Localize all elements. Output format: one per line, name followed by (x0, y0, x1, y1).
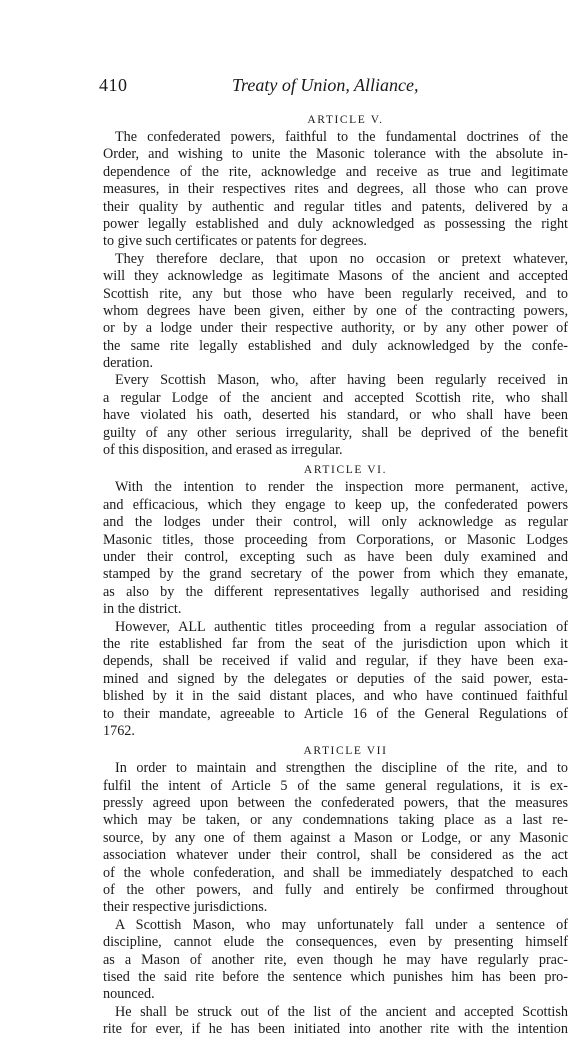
text-line: Order, and wishing to unite the Masonic tolerance with the absolute in- (103, 146, 568, 163)
text-line: depends, shall be received if valid and regular, if they have been exa- (103, 653, 568, 670)
text-line: the same rite legally established and duly acknowledged by the confe- (103, 337, 568, 354)
text-line: pressly agreed upon between the confederated powers, that the measures (103, 795, 568, 812)
text-line: will they acknowledge as legitimate Masons of the ancient and accepted (103, 268, 568, 285)
text-line: rite for ever, if he has been initiated into another rite with the intention (103, 1021, 568, 1038)
text-line: He shall be struck out of the list of the ancient and accepted Scottish (115, 1003, 568, 1020)
text-line: In order to maintain and strengthen the discipline of the rite, and to (115, 760, 568, 777)
page-number: 410 (99, 75, 128, 95)
text-line: or by a lodge under their respective authority, or by any other power of (103, 320, 568, 337)
text-line: stamped by the grand secretary of the power from which they emanate, (103, 566, 568, 583)
running-head (0, 75, 588, 101)
text-line: their quality by authentic and regular titles and patents, delivered by a (103, 198, 568, 215)
text-line: association whatever under their control, shall be considered as the act (103, 847, 568, 864)
text-line: deration. (103, 355, 154, 372)
text-line: of the other powers, and fully and entirely be confirmed throughout (103, 882, 568, 899)
text-line: as also by the different representatives legally authorised and residing (103, 583, 568, 600)
text-line: They therefore declare, that upon no occasion or pretext whatever, (115, 250, 568, 267)
text-line: fulfil the intent of Article 5 of the same general regulations, it is ex- (103, 777, 568, 794)
article-section (103, 743, 568, 1038)
text-line: nounced. (103, 986, 155, 1003)
article-heading: ARTICLE V. (307, 114, 384, 126)
text-line: as a Mason of another rite, even though he may have regularly prac- (103, 951, 568, 968)
text-line: dependence of the rite, acknowledge and receive as true and legitimate (103, 163, 568, 180)
text-line: mined and signed by the delegates or deputies of the said power, esta- (103, 670, 568, 687)
text-line: to give such certificates or patents for degrees. (103, 233, 367, 250)
article-section (103, 112, 568, 459)
text-line: With the intention to render the inspection more permanent, active, (115, 479, 568, 496)
text-line: whom degrees have been given, either by one of the contracting powers, (103, 302, 568, 319)
text-line: Scottish rite, any but those who have been regularly received, and to (103, 285, 568, 302)
article-section (103, 462, 568, 740)
text-line: measures, in their respectives rites and degrees, all those who can prove (103, 181, 568, 198)
text-line: power legally established and duly acknowledged as possessing the right (103, 215, 568, 232)
text-line: Masonic titles, those proceeding from Corporations, or Masonic Lodges (103, 531, 568, 548)
text-line: Every Scottish Mason, who, after having been regularly received in (115, 372, 568, 389)
text-line: a regular Lodge of the ancient and accepted Scottish rite, who shall (103, 389, 568, 406)
text-line: of the whole confederation, and shall be immediately despatched to each (103, 864, 568, 881)
text-line: have violated his oath, deserted his standard, or who shall have been (103, 407, 568, 424)
article-heading: ARTICLE VII (303, 745, 388, 758)
text-line: discipline, cannot elude the consequences, even by presenting himself (103, 934, 568, 951)
body-text (103, 112, 568, 1039)
text-line: source, by any one of them against a Mason or Lodge, or any Masonic (103, 829, 568, 846)
text-line: The confederated powers, faithful to the fundamental doctrines of the (115, 129, 568, 145)
text-line: guilty of any other serious irregularity, shall be deprived of the benefit (103, 424, 568, 441)
text-line: 1762. (103, 722, 135, 739)
text-line: and the lodges under their control, will only acknowledge as regular (103, 514, 568, 531)
text-line: However, ALL authentic titles proceeding from a regular association of (115, 618, 568, 635)
text-line: under their control, excepting such as have been duly examined and (103, 548, 568, 565)
running-title: Treaty of Union, Alliance, (232, 75, 419, 95)
text-line: their respective jurisdictions. (103, 899, 268, 916)
text-line: which may be taken, or any condemnations taking place as a last re- (103, 812, 568, 829)
text-line: and efficacious, which they engage to keep up, the confederated powers (103, 496, 568, 513)
text-line: the rite established far from the seat of the jurisdiction upon which it (103, 635, 568, 652)
text-line: of this disposition, and erased as irregular. (103, 442, 343, 459)
text-line: in the district. (103, 601, 182, 618)
text-line: tised the said rite before the sentence which punishes him has been pro- (103, 968, 568, 985)
text-line: A Scottish Mason, who may unfortunately fall under a sentence of (115, 916, 568, 933)
article-heading: ARTICLE VI. (303, 464, 388, 477)
text-line: blished by it in the said distant places, and who have continued faithful (103, 688, 568, 705)
text-line: to their mandate, agreeable to Article 16 of the General Regulations of (103, 705, 568, 722)
